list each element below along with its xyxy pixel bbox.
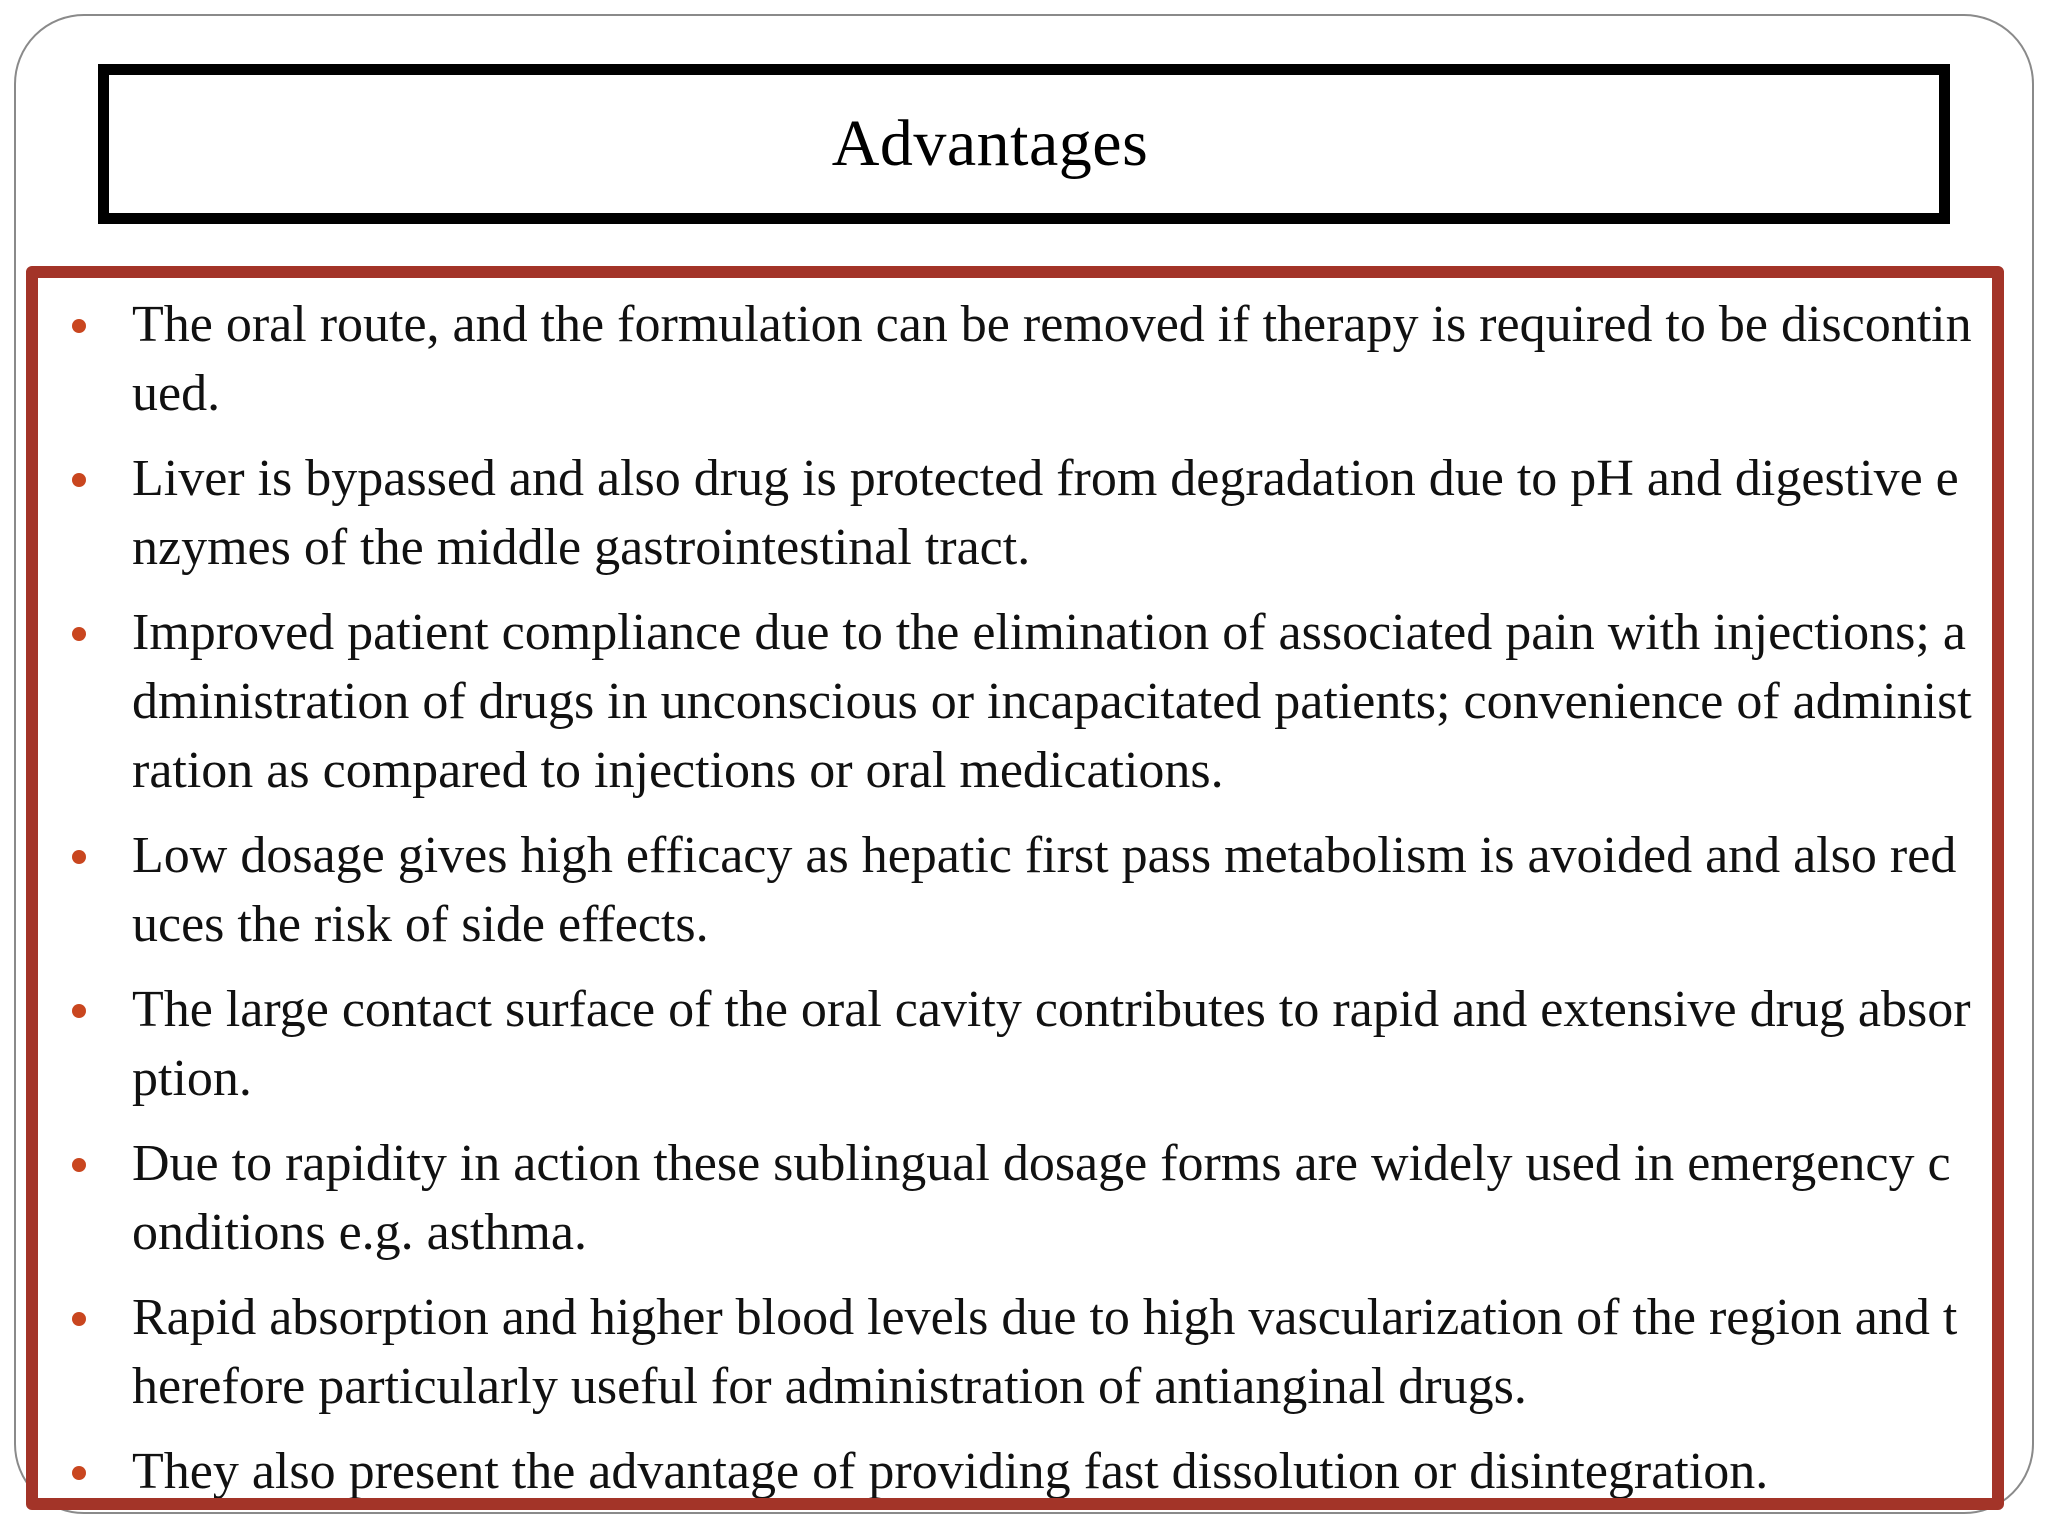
bullet-dot-icon — [72, 473, 86, 487]
bullet-text: The oral route, and the formulation can be removed if therapy is required to be discontinued. — [132, 296, 1972, 422]
bullet-dot-icon — [72, 1312, 86, 1326]
bullet-dot-icon — [72, 1004, 86, 1018]
bullet-text: Low dosage gives high efficacy as hepatic first pass metabolism is avoided and also reduces the risk of side effects. — [132, 827, 1957, 953]
bullet-text: The large contact surface of the oral cavity contributes to rapid and extensive drug absorption. — [132, 981, 1971, 1107]
bullet-text: Liver is bypassed and also drug is protected from degradation due to pH and digestive enzymes of the middle gastrointestinal tract. — [132, 450, 1959, 576]
bullet-text: Improved patient compliance due to the elimination of associated pain with injections; administration of drugs in unconscious or incapacitated patients; convenience of administration as compared to injections or oral medications. — [132, 604, 1972, 799]
bullet-item — [38, 598, 1992, 805]
bullet-item — [38, 290, 1992, 428]
bullet-list — [38, 290, 1992, 1510]
slide-title: Advantages — [831, 107, 1149, 180]
title-box — [98, 64, 1950, 224]
bullet-text: Due to rapidity in action these sublingual dosage forms are widely used in emergency conditions e.g. asthma. — [132, 1135, 1951, 1261]
bullet-item — [38, 821, 1992, 959]
content-box — [26, 266, 2004, 1510]
bullet-item — [38, 975, 1992, 1113]
bullet-item — [38, 1437, 1992, 1506]
bullet-dot-icon — [72, 1466, 86, 1480]
bullet-dot-icon — [72, 319, 86, 333]
bullet-text: They also present the advantage of providing fast dissolution or disintegration. — [132, 1443, 1769, 1500]
bullet-text: Rapid absorption and higher blood levels due to high vascularization of the region and therefore particularly useful for administration of antianginal drugs. — [132, 1289, 1958, 1415]
bullet-dot-icon — [72, 627, 86, 641]
bullet-item — [38, 1283, 1992, 1421]
bullet-dot-icon — [72, 1158, 86, 1172]
bullet-dot-icon — [72, 850, 86, 864]
bullet-item — [38, 1129, 1992, 1267]
bullet-item — [38, 444, 1992, 582]
